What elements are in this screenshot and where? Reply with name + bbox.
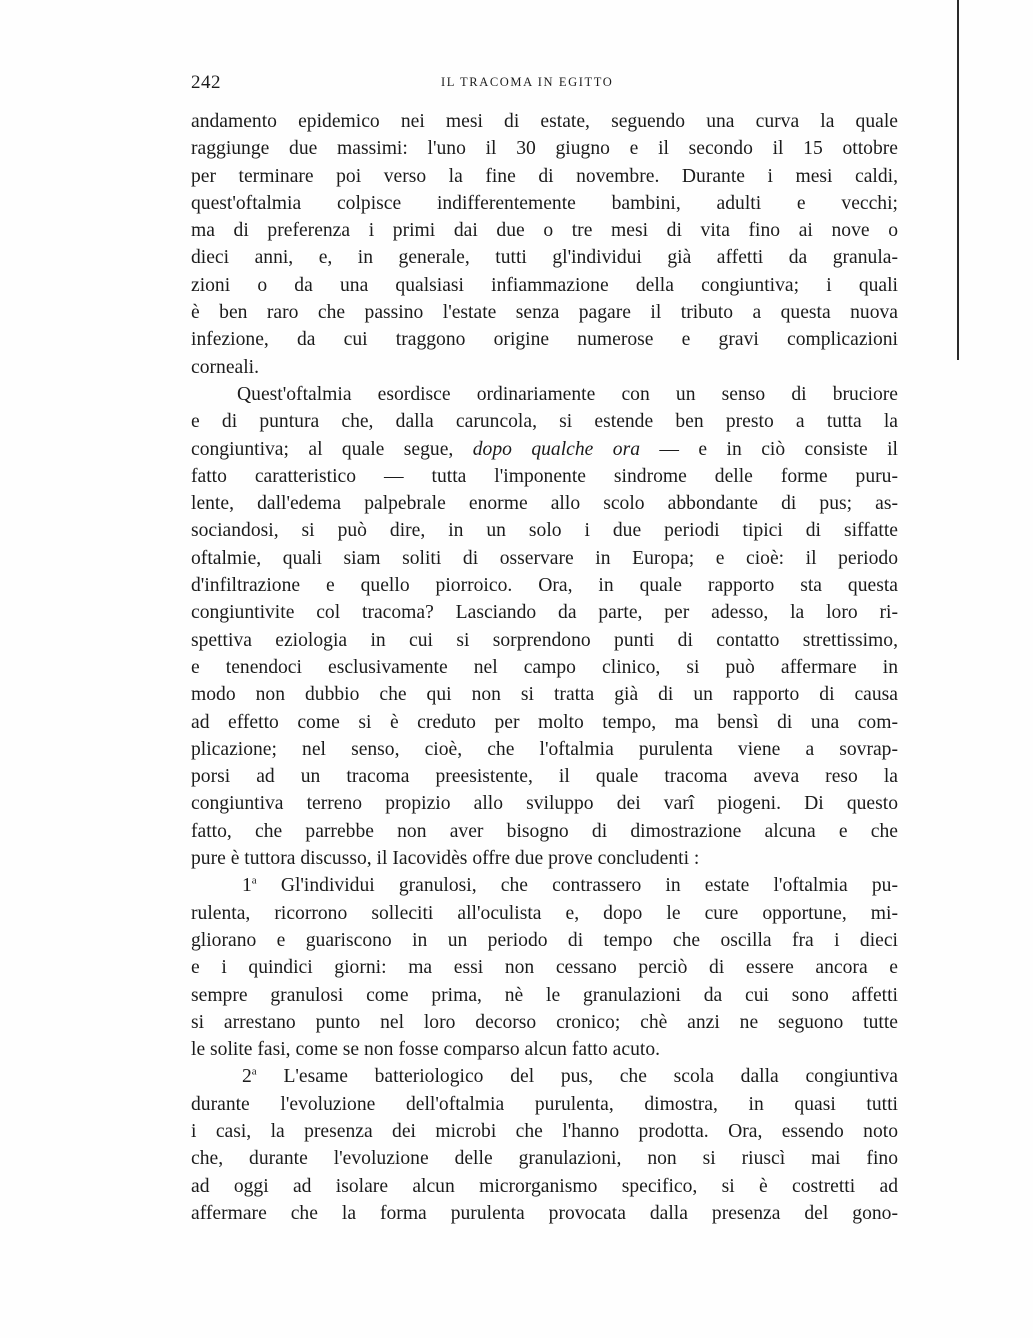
page-header bbox=[191, 72, 899, 96]
page-number: 242 bbox=[191, 72, 221, 93]
text-line bbox=[191, 872, 898, 899]
text-line: ad oggi ad isolare alcun microrganismo specifico, si è costretti ad bbox=[191, 1175, 898, 1197]
text-span: — e in ciò consiste il bbox=[659, 438, 898, 460]
ordinal-marker: a bbox=[251, 1065, 257, 1078]
text-line: plicazione; nel senso, cioè, che l'oftalmia purulenta viene a sovrap- bbox=[191, 738, 898, 760]
text-line: raggiunge due massimi: l'uno il 30 giugno e il secondo il 15 ottobre bbox=[191, 138, 898, 160]
text-line bbox=[191, 1063, 898, 1090]
text-span: L'esame batteriologico del pus, che scola dalla congiuntiva bbox=[283, 1066, 898, 1088]
body-text bbox=[191, 108, 898, 1227]
text-line: rulenta, ricorrono solleciti all'oculista e, dopo le cure opportune, mi- bbox=[191, 902, 898, 924]
text-line bbox=[191, 436, 898, 463]
text-line: quest'oftalmia colpisce indifferentemente bambini, adulti e vecchi; bbox=[191, 192, 898, 214]
text-line: ma di preferenza i primi dai due o tre mesi di vita fino ai nove o bbox=[191, 220, 898, 242]
text-line: porsi ad un tracoma preesistente, il quale tracoma aveva reso la bbox=[191, 766, 898, 788]
text-span: congiuntiva; al quale segue, bbox=[191, 438, 454, 460]
text-line: per terminare poi verso la fine di novembre. Durante i mesi caldi, bbox=[191, 165, 898, 187]
text-line: affermare che la forma purulenta provocata dalla presenza del gono- bbox=[191, 1202, 898, 1224]
list-number: 1 bbox=[242, 875, 252, 897]
text-line: e tenendoci esclusivamente nel campo clinico, si può affermare in bbox=[191, 656, 898, 678]
text-line: andamento epidemico nei mesi di estate, seguendo una curva la quale bbox=[191, 111, 898, 132]
text-line: d'infiltrazione e quello piorroico. Ora, in quale rapporto sta questa bbox=[191, 575, 898, 597]
text-line: infezione, da cui traggono origine numerose e gravi complicazioni bbox=[191, 329, 898, 351]
text-line: fatto, che parrebbe non aver bisogno di dimostrazione alcuna e che bbox=[191, 820, 898, 842]
text-line: congiuntivite col tracoma? Lasciando da parte, per adesso, la loro ri- bbox=[191, 602, 898, 624]
text-line: Quest'oftalmia esordisce ordinariamente con un senso di bruciore bbox=[237, 383, 898, 405]
text-line: congiuntiva terreno propizio allo sviluppo dei varî piogeni. Di questo bbox=[191, 793, 898, 815]
text-line: pure è tuttora discusso, il Iacovidès offre due prove concludenti : bbox=[191, 848, 700, 870]
text-line: le solite fasi, come se non fosse comparso alcun fatto acuto. bbox=[191, 1039, 661, 1061]
text-line: si arrestano punto nel loro decorso cronico; chè anzi ne seguono tutte bbox=[191, 1011, 898, 1033]
italic-phrase: dopo qualche ora bbox=[472, 438, 640, 460]
text-line: dieci anni, e, in generale, tutti gl'individui già affetti da granula- bbox=[191, 247, 898, 269]
text-line: sociandosi, si può dire, in un solo i due periodi tipici di siffatte bbox=[191, 520, 898, 542]
text-line: sempre granulosi come prima, nè le granulazioni da cui sono affetti bbox=[191, 984, 898, 1006]
text-line: durante l'evoluzione dell'oftalmia purulenta, dimostra, in quasi tutti bbox=[191, 1093, 898, 1115]
text-line: oftalmie, quali siam soliti di osservare in Europa; e cioè: il periodo bbox=[191, 547, 898, 569]
text-line: ad effetto come si è creduto per molto tempo, ma bensì di una com- bbox=[191, 711, 898, 733]
text-line: zioni o da una qualsiasi infiammazione della congiuntiva; i quali bbox=[191, 274, 898, 296]
text-line: modo non dubbio che qui non si tratta già di un rapporto di causa bbox=[191, 684, 898, 706]
text-line: e i quindici giorni: ma essi non cessano perciò di essere ancora e bbox=[191, 957, 898, 979]
text-line: è ben raro che passino l'estate senza pagare il tributo a questa nuova bbox=[191, 302, 898, 324]
text-line: spettiva eziologia in cui si sorprendono punti di contatto strettissimo, bbox=[191, 629, 898, 651]
text-line: e di puntura che, dalla caruncola, si estende ben presto a tutta la bbox=[191, 411, 898, 433]
text-line: lente, dall'edema palpebrale enorme allo scolo abbondante di pus; as- bbox=[191, 493, 898, 515]
text-line: corneali. bbox=[191, 356, 259, 378]
text-line: gliorano e guariscono in un periodo di tempo che oscilla fra i dieci bbox=[191, 929, 898, 951]
list-number: 2 bbox=[242, 1066, 252, 1088]
text-line: i casi, la presenza dei microbi che l'hanno prodotta. Ora, essendo noto bbox=[191, 1120, 898, 1142]
scan-edge-line bbox=[957, 0, 959, 360]
text-line: fatto caratteristico — tutta l'imponente sindrome delle forme puru- bbox=[191, 465, 898, 487]
text-line: che, durante l'evoluzione delle granulazioni, non si riuscì mai fino bbox=[191, 1148, 898, 1170]
ordinal-marker: a bbox=[251, 874, 257, 887]
running-head: IL TRACOMA IN EGITTO bbox=[441, 75, 614, 89]
text-span: Gl'individui granulosi, che contrassero in estate l'oftalmia pu- bbox=[280, 875, 898, 897]
